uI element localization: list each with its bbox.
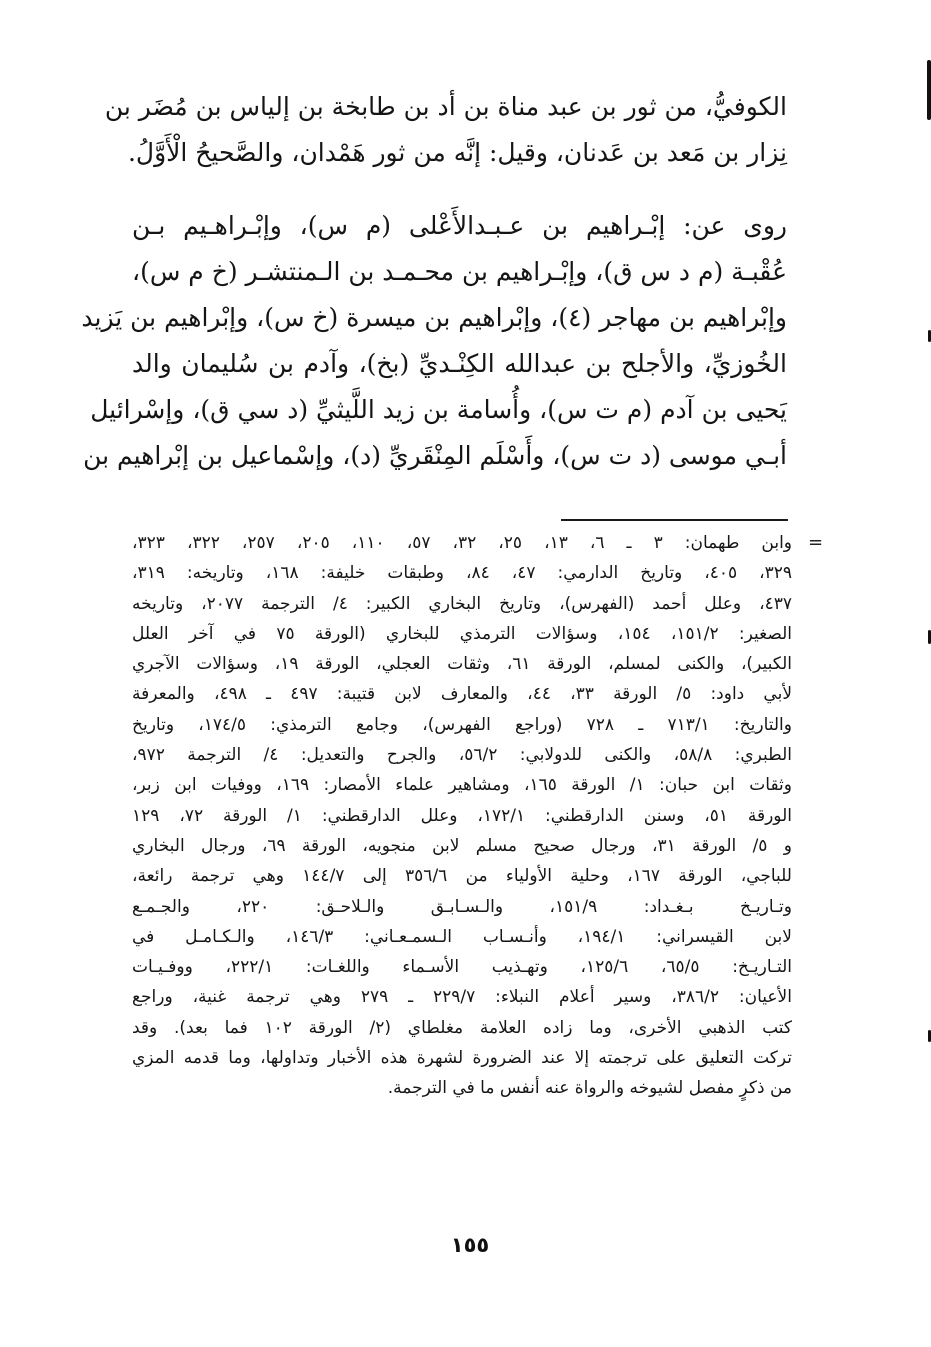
footnote-line: و ٥/ الورقة ٣١، ورجال صحيح مسلم لابن منجويه، الورقة ٦٩، ورجال البخاري: [132, 835, 792, 856]
page-number: ١٥٥: [450, 1233, 490, 1257]
footnote-line: الكبير)، والكنى لمسلم، الورقة ٦١، وثقات العجلي، الورقة ١٩، وسؤالات الآجري: [132, 654, 792, 675]
scan-edge-mark: [927, 60, 931, 120]
footnote-line: لابن القيسراني: ١٩٤/١، وأنـسـاب الـسمـعـاني: ١٤٦/٣، والـكـامـل في: [132, 926, 792, 947]
footnote-line: والتاريخ: ٧١٣/١ ـ ٧٢٨ (وراجع الفهرس)، وجامع الترمذي: ١٧٤/٥، وتاريخ: [132, 714, 792, 735]
main-text-line: روى عن: إبْـراهيم بن عـبـدالأَعْلى (م س)، وإبْـراهـيم بـن: [132, 211, 787, 240]
footnote-block: [132, 528, 792, 1104]
footnote-line: وابن طهمان: ٣ ـ ٦، ١٣، ٢٥، ٣٢، ٥٧، ١١٠، ٢٠٥، ٢٥٧، ٣٢٢، ٣٢٣،: [132, 533, 793, 553]
main-text-line: أبـي موسى (د ت س)، وأَسْلَم المِنْقَريِّ (د)، وإسْماعيل بن إبْراهيم بن: [83, 441, 787, 470]
main-text-line: الكوفيُّ، من ثور بن عبد مناة بن أد بن طابخة بن إلياس بن مُضَر بن: [104, 92, 787, 121]
main-text-line: يَحيى بن آدم (م ت س)، وأُسامة بن زيد اللَّيثيِّ (د سي ق)، وإسْرائيل: [90, 395, 787, 424]
main-text-line: نِزار بن مَعد بن عَدنان، وقيل: إنَّه من ثور هَمْدان، والصَّحيحُ الْأَوَّلُ.: [127, 138, 787, 167]
footnote-line: وثقات ابن حبان: ١/ الورقة ١٦٥، ومشاهير علماء الأمصار: ١٦٩، ووفيات ابن زبر،: [132, 775, 792, 796]
footnote-line: الأعيان: ٣٨٦/٢، وسير أعلام النبلاء: ٢٢٩/٧ ـ ٢٧٩ وهي ترجمة غنية، وراجع: [132, 987, 792, 1008]
footnote-line: للباجي، الورقة ١٦٧، وحلية الأولياء من ٣٥٦/٦ إلى ١٤٤/٧ وهي ترجمة رائعة،: [132, 866, 792, 887]
footnote-line: ٤٣٧، وعلل أحمد (الفهرس)، وتاريخ البخاري الكبير: ٤/ الترجمة ٢٠٧٧، وتاريخه: [132, 593, 792, 614]
footnote-separator: [561, 519, 788, 521]
main-paragraph-2: [81, 203, 787, 479]
footnote-line: من ذكرٍ مفصل لشيوخه والرواة عنه أنفس ما في الترجمة.: [387, 1078, 792, 1099]
footnote-continuation-marker: =: [808, 532, 824, 553]
main-paragraph-1: [104, 84, 787, 176]
footnote-line: تركت التعليق على ترجمته إلا عند الضرورة لشهرة هذه الأخبار وتداولها، وما قدمه المزي: [132, 1048, 792, 1069]
main-text-line: عُقْبـة (م د س ق)، وإبْـراهيم بن محـمـد بن الـمنتشـر (خ م س)،: [132, 257, 787, 286]
footnote-line: الورقة ٥١، وسنن الدارقطني: ١٧٢/١، وعلل الدارقطني: ١/ الورقة ٧٢، ١٢٩: [132, 805, 792, 826]
footnote-line: كتب الذهبي الأخرى، وما زاده العلامة مغلطاي (٢/ الورقة ١٠٢ فما بعد). وقد: [132, 1017, 793, 1038]
footnote-line: الصغير: ١٥١/٢، ١٥٤، وسؤالات الترمذي للبخاري (الورقة ٧٥ في آخر العلل: [132, 623, 792, 644]
main-text-line: الخُوزيِّ، والأجلح بن عبدالله الكِنْـديِّ (بخ)، وآدم بن سُليمان والد: [132, 349, 787, 378]
footnote-line: التـاريـخ: ٦٥/٥، ١٢٥/٦، وتهـذيب الأسـماء واللغـات: ٢٢٢/١، ووفـيـات: [132, 957, 793, 978]
footnote-line: ٣٢٩، ٤٠٥، وتاريخ الدارمي: ٤٧، ٨٤، وطبقات خليفة: ١٦٨، وتاريخه: ٣١٩،: [132, 563, 793, 584]
footnote-line: لأبي داود: ٥/ الورقة ٣٣، ٤٤، والمعارف لابن قتيبة: ٤٩٧ ـ ٤٩٨، والمعرفة: [132, 684, 793, 705]
footnote-line: الطبري: ٥٨/٨، والكنى للدولابي: ٥٦/٢، والجرح والتعديل: ٤/ الترجمة ٩٧٢،: [132, 745, 793, 766]
footnote-line: وتـاريـخ بـغـداد: ١٥١/٩، والـسـابـق والـلاحـق: ٢٢٠، والجـمـع: [132, 896, 792, 917]
main-text-line: وإبْراهيم بن مهاجر (٤)، وإبْراهيم بن ميسرة (خ س)، وإبْراهيم بن يَزيد: [81, 303, 787, 332]
